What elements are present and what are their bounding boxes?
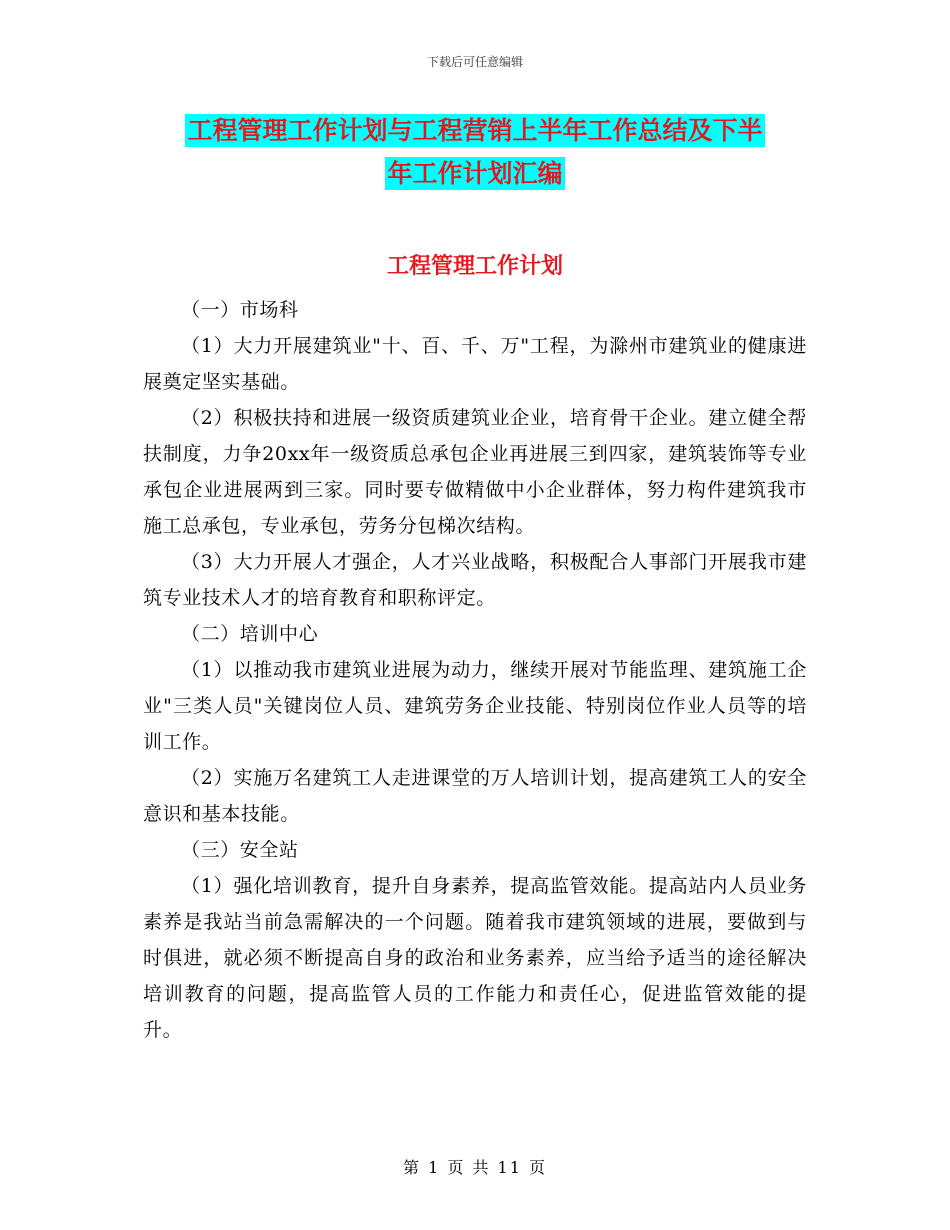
document-title-text-2: 年工作计划汇编: [387, 159, 563, 188]
paragraph: （1）大力开展建筑业"十、百、千、万"工程，为滁州市建筑业的健康进展奠定坚实基础。: [143, 335, 807, 393]
paragraph-heading-market: （一）市场科: [181, 299, 299, 321]
section-title: 工程管理工作计划: [386, 254, 563, 279]
document-title-text-1: 工程管理工作计划与工程营销上半年工作总结及下半: [187, 116, 763, 145]
paragraph-heading-safety: （三）安全站: [181, 839, 299, 861]
paragraph: （2）积极扶持和进展一级资质建筑业企业，培育骨干企业。建立健全帮扶制度，力争20xx年一级资质总承包企业再进展三到四家，建筑装饰等专业承包企业进展两到三家。同时要专做精做中小企业群体，努力构件建筑我市施工总承包，专业承包，劳务分包梯次结构。: [143, 407, 807, 537]
body-text: [143, 292, 807, 1048]
header-note: 下载后可任意编辑: [426, 55, 523, 69]
paragraph: （3）大力开展人才强企，人才兴业战略，积极配合人事部门开展我市建筑专业技术人才的培育教育和职称评定。: [143, 551, 807, 609]
paragraph: （2）实施万名建筑工人走进课堂的万人培训计划，提高建筑工人的安全意识和基本技能。: [143, 767, 807, 825]
document-title-line-1: [140, 116, 810, 146]
paragraph: （1）以推动我市建筑业进展为动力，继续开展对节能监理、建筑施工企业"三类人员"关键岗位人员、建筑劳务企业技能、特别岗位作业人员等的培训工作。: [143, 659, 807, 753]
paragraph: （1）强化培训教育，提升自身素养，提高监管效能。提高站内人员业务素养是我站当前急需解决的一个问题。随着我市建筑领域的进展，要做到与时俱进，就必须不断提高自身的政治和业务素养，应当给予适当的途径解决培训教育的问题，提高监管人员的工作能力和责任心，促进监管效能的提升。: [143, 875, 807, 1041]
page-number: 第 1 页 共 11 页: [403, 1158, 547, 1177]
document-title-line-2: [140, 159, 810, 189]
paragraph-heading-training: （二）培训中心: [181, 623, 319, 645]
